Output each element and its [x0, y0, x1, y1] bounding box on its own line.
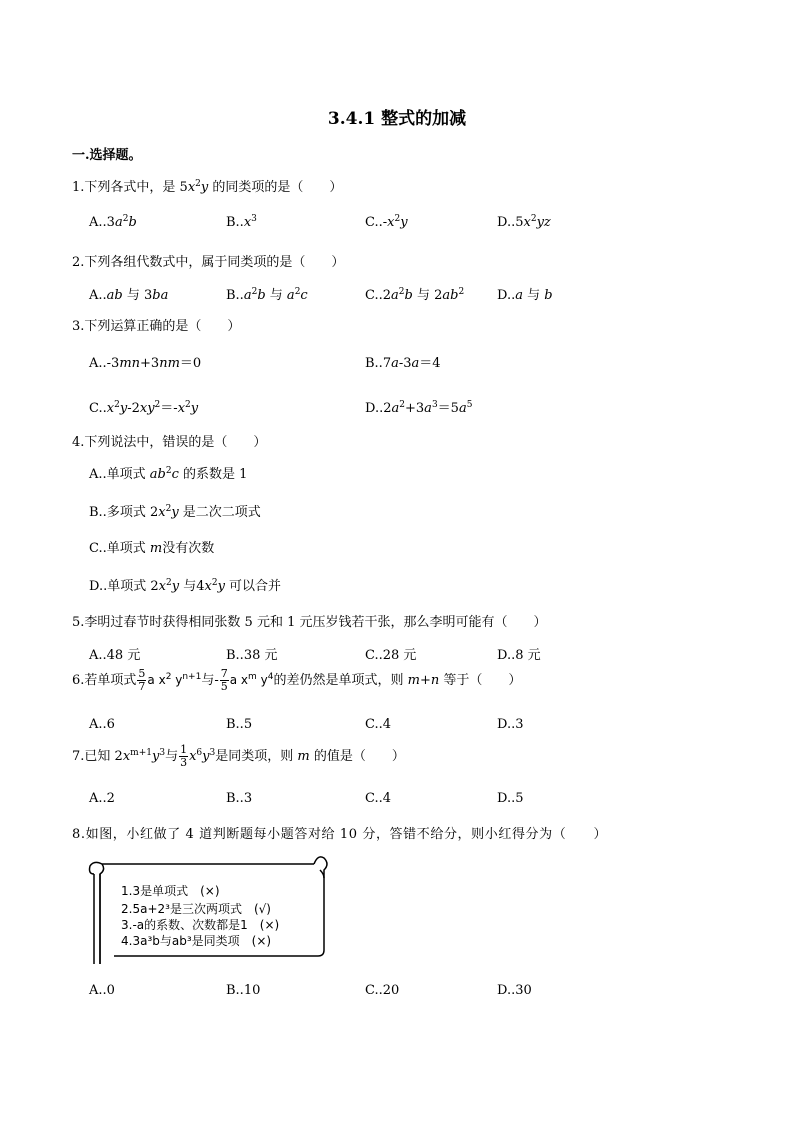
q4-option-d[interactable]: D..单项式 $2x^2y$ 与$4x^2y$ 可以合并 [89, 578, 282, 594]
q7-option-c[interactable]: C..4 [365, 791, 392, 806]
q5-option-c[interactable]: C..28 元 [365, 648, 417, 663]
q7-option-a[interactable]: A..2 [89, 791, 115, 806]
q3-option-c[interactable]: $C..x^2y-2xy^2=-x^2y$ [89, 400, 199, 416]
question-3: 3.下列运算正确的是（ ） [72, 319, 241, 334]
q6-option-b[interactable]: B..5 [226, 717, 253, 732]
q3-option-b[interactable]: B..7a-3a＝4 [365, 356, 441, 371]
q2-option-b[interactable]: $B..a^2b$ 与 $a^2c$ [226, 287, 308, 303]
question-4: 4.下列说法中，错误的是（ ） [72, 435, 267, 450]
question-1: 1.下列各式中，是 $5x^2y$ 的同类项的是（ ） [72, 179, 343, 195]
q6-option-c[interactable]: C..4 [365, 717, 392, 732]
q1-option-d[interactable]: $D..5x^2yz$ [497, 214, 551, 230]
q1-option-a[interactable]: $A..3a^2b$ [89, 214, 137, 230]
scroll-line-4: 4.3a³b与ab³是同类项 (×) [121, 934, 272, 948]
q3-option-a[interactable]: A..-3mn+3nm＝0 [89, 356, 202, 371]
q4-option-a[interactable]: A..单项式 $ab^2c$ 的系数是 1 [89, 466, 248, 482]
scroll-line-3: 3.-a的系数、次数都是1 (×) [121, 918, 280, 932]
q8-option-b[interactable]: B..10 [226, 983, 261, 998]
q3-option-d[interactable]: $D..2a^2+3a^3=5a^5$ [365, 400, 473, 416]
q8-option-a[interactable]: A..0 [89, 983, 115, 998]
question-5: 5.李明过春节时获得相同张数 5 元和 1 元压岁钱若干张，那么李明可能有（ ） [72, 615, 547, 630]
section-heading: 一.选择题。 [72, 148, 142, 163]
question-7: 7.已知 $2x^{m+1}y^3$与 $\frac{1}{3}$ $x^6y^3$是同类项，则 m 的值是（ ） [72, 743, 405, 769]
q4-option-b[interactable]: B..多项式 $2x^2y$ 是二次二项式 [89, 504, 261, 520]
q8-option-d[interactable]: D..30 [497, 983, 532, 998]
q6-option-d[interactable]: D..3 [497, 717, 524, 732]
page-title: 3.4.1 整式的加减 [327, 109, 467, 129]
scroll-line-1: 1.3是单项式 (×) [121, 884, 220, 898]
q2-option-d[interactable]: D..a 与 b [497, 288, 553, 303]
q2-option-c[interactable]: $C..2a^2b$ 与 $2ab^2$ [365, 287, 465, 303]
q1-option-b[interactable]: $B..x^3$ [226, 214, 257, 230]
q4-option-c[interactable]: C..单项式 m没有次数 [89, 541, 215, 556]
question-8: 8.如图，小红做了 4 道判断题每小题答对给 10 分，答错不给分，则小红得分为（ ） [72, 827, 608, 842]
q5-option-b[interactable]: B..38 元 [226, 648, 278, 663]
q5-option-d[interactable]: D..8 元 [497, 648, 541, 663]
q8-option-c[interactable]: C..20 [365, 983, 400, 998]
scroll-line-2: 2.5a+2³是三次两项式 (√) [121, 902, 271, 916]
question-6: 6.若单项式 $\frac{5}{7}$ a $x^2$ $y^{n+1}$与- $\frac{7}{5}$ a $x^m$ $y^4$的差仍然是单项式，则 m+n 等于（ ） [72, 667, 522, 693]
q2-option-a[interactable]: A..ab 与 3ba [89, 288, 169, 303]
q7-option-d[interactable]: D..5 [497, 791, 524, 806]
q5-option-a[interactable]: A..48 元 [89, 648, 141, 663]
q6-option-a[interactable]: A..6 [89, 717, 115, 732]
q1-option-c[interactable]: $C..-x^2y$ [365, 214, 408, 230]
q7-option-b[interactable]: B..3 [226, 791, 253, 806]
question-2: 2.下列各组代数式中，属于同类项的是（ ） [72, 255, 345, 270]
